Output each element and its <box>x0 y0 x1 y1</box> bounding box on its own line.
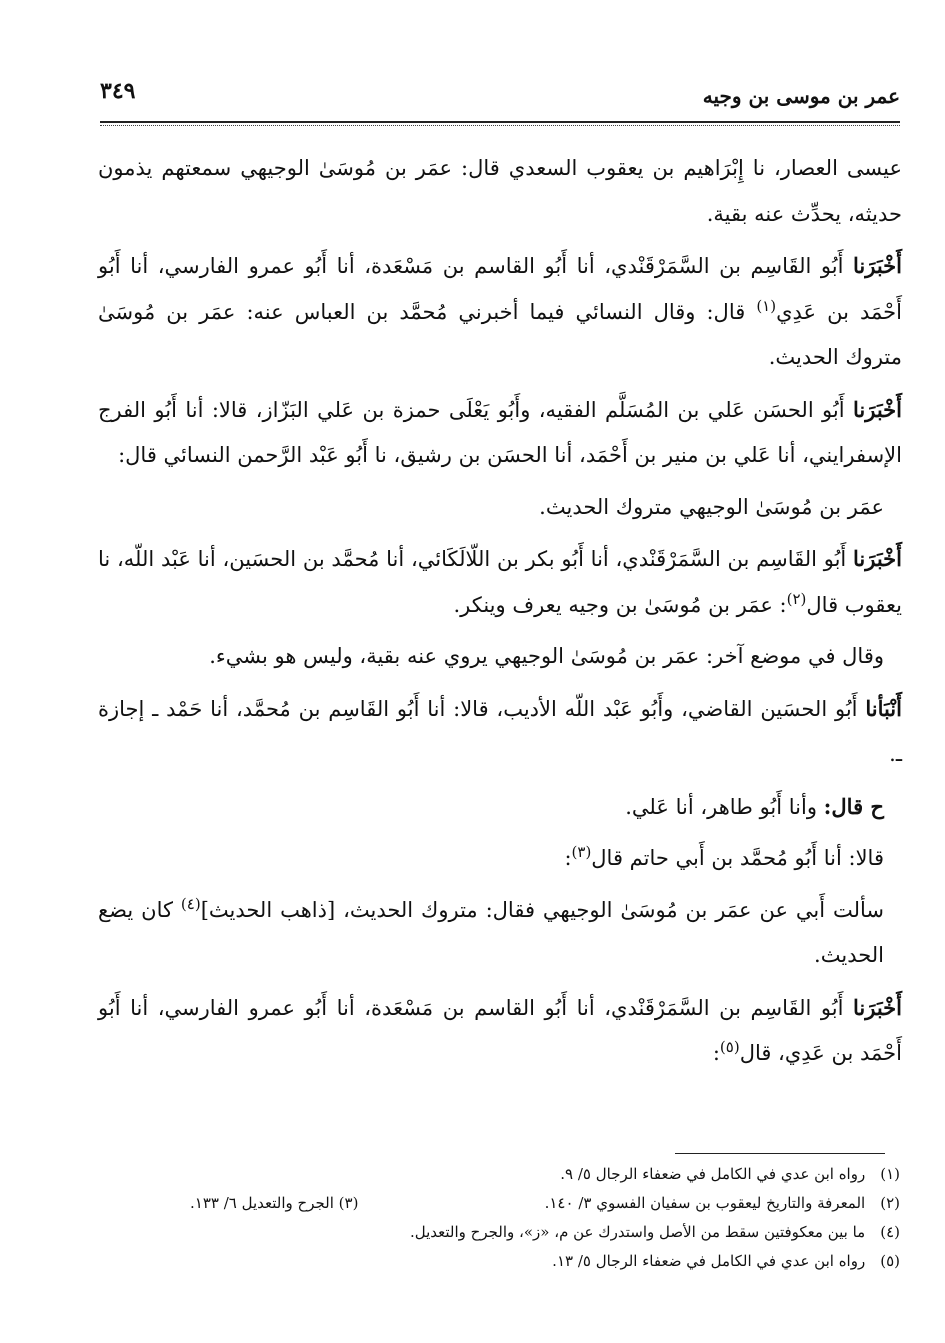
paragraph-lead: أَخْبَرَنا <box>853 546 902 571</box>
paragraph-text: أَبُو القَاسِم بن السَّمَرْقَنْدي، أنا أَبُو بكر بن اللّالَكَائي، أنا مُحمَّد بن الحسَين، أنا عَبْد اللّه، نا يعقوب قال <box>98 547 902 617</box>
footnote <box>100 1160 900 1189</box>
paragraph-text: عمَر بن مُوسَىٰ الوجيهي متروك الحديث. <box>539 494 884 519</box>
paragraph-tail: : <box>712 1041 720 1065</box>
paragraph-tail: : عمَر بن مُوسَىٰ بن وجيه يعرف وينكر. <box>453 592 787 617</box>
paragraph-text: أَبُو الحسَين القاضي، وأَبُو عَبْد اللّه الأديب، قالا: أنا أَبُو القَاسِم بن مُحمَّد، أنا حَمْد ـ إجازة ـ. <box>98 696 902 766</box>
page-number: ٣٤٩ <box>100 78 136 104</box>
footnote-number: (١) <box>880 1165 900 1183</box>
footnote-marker: (١) <box>756 296 777 315</box>
paragraph-lead: أَخْبَرَنا <box>853 994 902 1020</box>
footnote-number: (٢) <box>880 1194 900 1212</box>
paragraph <box>98 985 902 1077</box>
paragraph-text: قالا: أنا أَبُو مُحمَّد بن أَبي حاتم قال <box>591 846 884 870</box>
footnote <box>100 1218 900 1247</box>
paragraph-text: سألت أَبي عن عمَر بن مُوسَىٰ الوجيهي فقال: متروك الحديث، [ذاهب الحديث] <box>200 897 885 922</box>
footnote-number: (٥) <box>880 1252 900 1270</box>
paragraph-lead: أَخْبَرَنا <box>853 253 902 278</box>
header-divider <box>100 121 900 123</box>
paragraph-tail: كان يضع الحديث. <box>98 897 884 967</box>
footnote <box>100 1247 900 1276</box>
paragraph <box>98 387 902 479</box>
footnote-number: (٤) <box>880 1223 900 1241</box>
paragraph-text: وأنا أَبُو طاهر، أنا عَلي. <box>625 794 824 819</box>
paragraph-lead: أَخْبَرَنا <box>853 396 902 422</box>
footnote-marker: (٢) <box>786 589 807 608</box>
footnote-marker: (٣) <box>571 843 592 861</box>
paragraph-text: عيسى العصار، نا إِبْرَاهيم بن يعقوب السعدي قال: عمَر بن مُوسَىٰ الوجيهي سمعتهم يذمون حديثه، يحدِّث عنه بقية. <box>98 156 902 226</box>
paragraph <box>98 634 902 680</box>
footnote <box>100 1189 900 1218</box>
footnote-text: رواه ابن عدي في الكامل في ضعفاء الرجال ٥/ ١٣. <box>552 1252 866 1270</box>
paragraph-lead: ح قال: <box>823 793 884 819</box>
footnote-divider <box>675 1153 885 1154</box>
footnote-text: المعرفة والتاريخ ليعقوب بن سفيان الفسوي ٣/ ١٤٠. <box>544 1194 866 1212</box>
paragraph <box>98 536 902 628</box>
paragraph-text: أَبُو الحسَن عَلي بن المُسَلَّم الفقيه، وأَبُو يَعْلَى حمزة بن عَلي البَزّاز، قالا: أنا أَبُو الفرج الإسفرايني، أنا عَلي بن منير بن أَحْمَد، أنا الحسَن بن رشيق، نا أَبُو عَبْد الرَّحمن النسائي قال: <box>98 397 902 467</box>
paragraph <box>98 243 902 381</box>
paragraph-text: أَبُو القَاسِم بن السَّمَرْقَنْدي، أنا أَبُو القاسم بن مَسْعَدة، أنا أَبُو عمرو الفارسي، أنا أَبُو أَحْمَد بن عَدِي <box>98 254 902 324</box>
footnote-marker: (٥) <box>719 1038 740 1056</box>
paragraph <box>98 485 902 531</box>
paragraph-text: أَبُو القَاسِم بن السَّمَرْقَنْدي، أنا أَبُو القاسم بن مَسْعَدة، أنا أَبُو عمرو الفارسي، أنا أَبُو أَحْمَد بن عَدِي، قال <box>98 995 902 1065</box>
paragraph <box>98 686 902 778</box>
page-header <box>100 72 900 112</box>
paragraph-tail: : <box>564 846 572 870</box>
paragraph-tail: قال: وقال النسائي فيما أخبرني مُحمَّد بن العباس عنه: عمَر بن مُوسَىٰ متروك الحديث. <box>98 299 902 369</box>
main-text <box>98 145 902 1083</box>
paragraph <box>98 784 902 831</box>
footnote-marker: (٤) <box>180 894 201 913</box>
footnote-side: (٣) الجرح والتعديل ٦/ ١٣٣. <box>190 1194 359 1212</box>
paragraph-text: وقال في موضع آخر: عمَر بن مُوسَىٰ الوجيهي يروي عنه بقية، وليس هو بشيء. <box>209 644 884 668</box>
footnotes <box>100 1160 900 1276</box>
paragraph <box>98 888 902 979</box>
header-divider-dotted <box>100 125 900 126</box>
paragraph <box>98 145 902 237</box>
paragraph-lead: أَنْبَأنا <box>865 695 902 721</box>
footnote-text: ما بين معكوفتين سقط من الأصل واستدرك عن م، «ز»، والجرح والتعديل. <box>409 1223 866 1241</box>
running-head: عمر بن موسى بن وجيه <box>702 84 900 108</box>
paragraph <box>98 836 902 882</box>
footnote-text: رواه ابن عدي في الكامل في ضعفاء الرجال ٥/ ٩. <box>560 1165 866 1183</box>
